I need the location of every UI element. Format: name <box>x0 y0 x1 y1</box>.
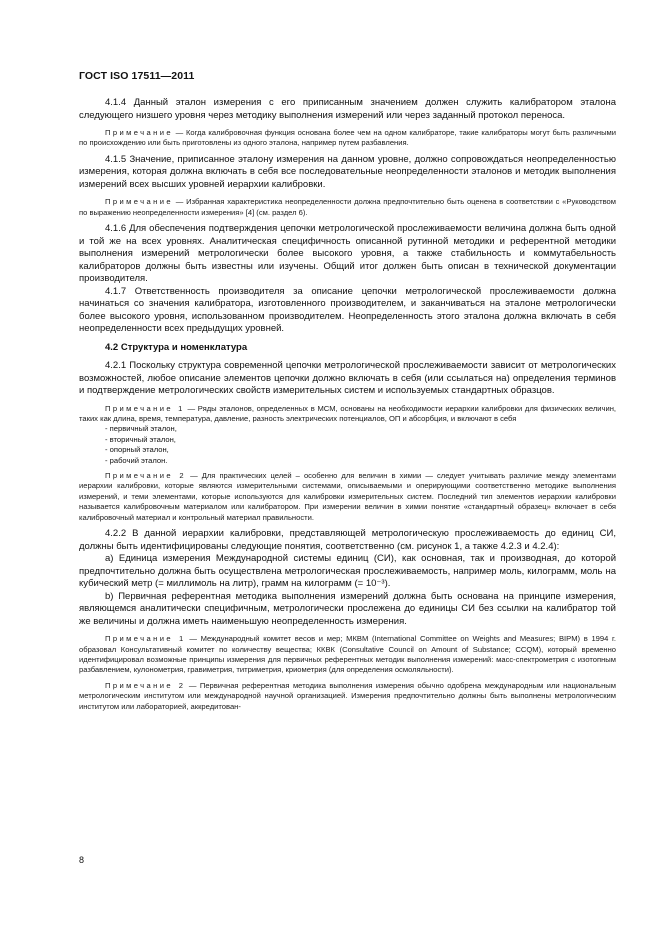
standards-list <box>79 424 616 466</box>
note-label: Примечание 1 <box>105 634 186 644</box>
document-header: ГОСТ ISO 17511—2011 <box>79 70 195 82</box>
note <box>79 681 616 712</box>
note-text: — Когда калибровочная функция основана более чем на одном калибраторе, такие калибраторы могут быть различными по происхождению или быть приготовлены из одного эталона, например путем разбавления. <box>79 128 616 148</box>
paragraph: 4.2.1 Поскольку структура современной цепочки метрологической прослеживаемости зависит от метрологических возможностей, любое описание элементов цепочки должно включать в себя (или ссылаться на) определения терминов и подтверждение метрологических свойств измерительных систем и используемых стандартных образцов. <box>79 360 616 397</box>
note-text: — Избранная характеристика неопределенности должна предпочтительно быть оценена в соответствии с «Руководством по выражению неопределенности измерения» [4] (см. раздел 6). <box>79 197 616 217</box>
paragraph: 4.1.4 Данный эталон измерения с его приписанным значением должен служить калибратором эталона следующего низшего уровня через методику выполнения измерений или через заданный протокол переноса. <box>79 97 616 121</box>
note-text: — Для практических целей – особенно для величин в химии — следует учитывать различие между элементами иерархии калибровки, которые являются измерительными системами, описываемыми и оперирующими соответственно методике выполнения измерений, и теми элементами, которые используются для калибровки измерительных систем. Последний тип элементов иерархии калибровки называется калибровочным материалом или калибратором. При измерении величин в химии понятие «стандартный образец» включает в себя калибровочный материал и контрольный материал правильности. <box>79 471 616 522</box>
list-item: - вторичный эталон, <box>105 435 616 445</box>
list-item: - опорный эталон, <box>105 445 616 455</box>
note <box>79 128 616 149</box>
note-text: — Ряды эталонов, определенных в МСМ, основаны на необходимости иерархии калибровки для физических величин, таких как длина, время, температура, давление, разность электрических потенциалов, ОП и абсорбция, и включают в себя <box>79 403 616 424</box>
note <box>79 634 616 676</box>
section-heading: 4.2 Структура и номенклатура <box>105 341 248 353</box>
paragraph: 4.1.5 Значение, приписанное эталону измерения на данном уровне, должно сопровождаться неопределенностью измерения, которая должна включать в себя все последовательные неопределенности эталонов и методик выполнения измерений всех высших уровней иерархии калибровки. <box>79 153 616 190</box>
note <box>79 471 616 523</box>
paragraph: b) Первичная референтная методика выполнения измерений должна быть основана на принципе измерения, являющемся аналитически специфичным, метрологически прослежена до единицы СИ без ссылки на калибратор той же величины и должна иметь наименьшую неопределенность измерения. <box>79 590 616 627</box>
note-label: Примечание 1 <box>105 403 185 413</box>
paragraph: a) Единица измерения Международной системы единиц (СИ), как основная, так и производная, до которой предпочтительно должна быть осуществлена метрологическая прослеживаемость, например моль, килограмм, моль на кубический метр (= миллимоль на литр), грамм на килограмм (= 10⁻³). <box>79 553 616 590</box>
note-label: Примечание 2 <box>105 471 187 481</box>
paragraph: 4.2.2 В данной иерархии калибровки, представляющей метрологическую прослеживаемость до единиц СИ, должны быть идентифицированы следующие понятия, соответственно (см. рисунок 1, а также 4.2.3 и 4.2.4): <box>79 528 616 552</box>
paragraph: 4.1.6 Для обеспечения подтверждения цепочки метрологической прослеживаемости величина должна быть одной и той же на всех уровнях. Аналитическая специфичность описанной рутинной методики и референтной методики выполнения измерений метрологически более высокого уровня, а также стабильность и коммутабельность калибраторов должны быть известны или изучены. Общий итог должен быть описан в технической документации производителя. <box>79 223 616 285</box>
page-number: 8 <box>79 855 85 865</box>
note-label: Примечание <box>105 197 173 207</box>
document-body <box>79 97 616 717</box>
paragraph: 4.1.7 Ответственность производителя за описание цепочки метрологической прослеживаемости должна начинаться со значения калибратора, изготовленного производителем, и заканчиваться на эталоне метрологически более высокого уровня, использованном производителем. Неопределенность этого эталона должна включать в себя неопределенности всех предыдущих уровней. <box>79 285 616 335</box>
note-text: — Международный комитет весов и мер; МКВМ (International Committee on Weights and Measures; BIPM) в 1994 г. образовал Консультативный комитет по количеству вещества; ККВК (Consultative Council on Amount of Substance; CCQM), который временно идентифицировал возможные принципы измерения для первичных референтных методик выполнения измерений: масс-спектрометрия с изотопным разбавлением, кулонометрия, гравиметрия, титриметрия, криометрия (для определения осмоляльности). <box>79 634 616 675</box>
list-item: - рабочий эталон. <box>105 456 616 466</box>
note <box>79 197 616 218</box>
list-item: - первичный эталон, <box>105 424 616 434</box>
note-label: Примечание 2 <box>105 680 186 690</box>
note-text: — Первичная референтная методика выполнения измерения обычно одобрена международным или национальным метрологическим институтом или международной научной организацией. Измерения предпочтительно должны быть выполнены метрологическим институтом или лабораторией, аккредитован- <box>79 680 616 711</box>
note-label: Примечание <box>105 128 173 137</box>
note <box>79 404 616 425</box>
